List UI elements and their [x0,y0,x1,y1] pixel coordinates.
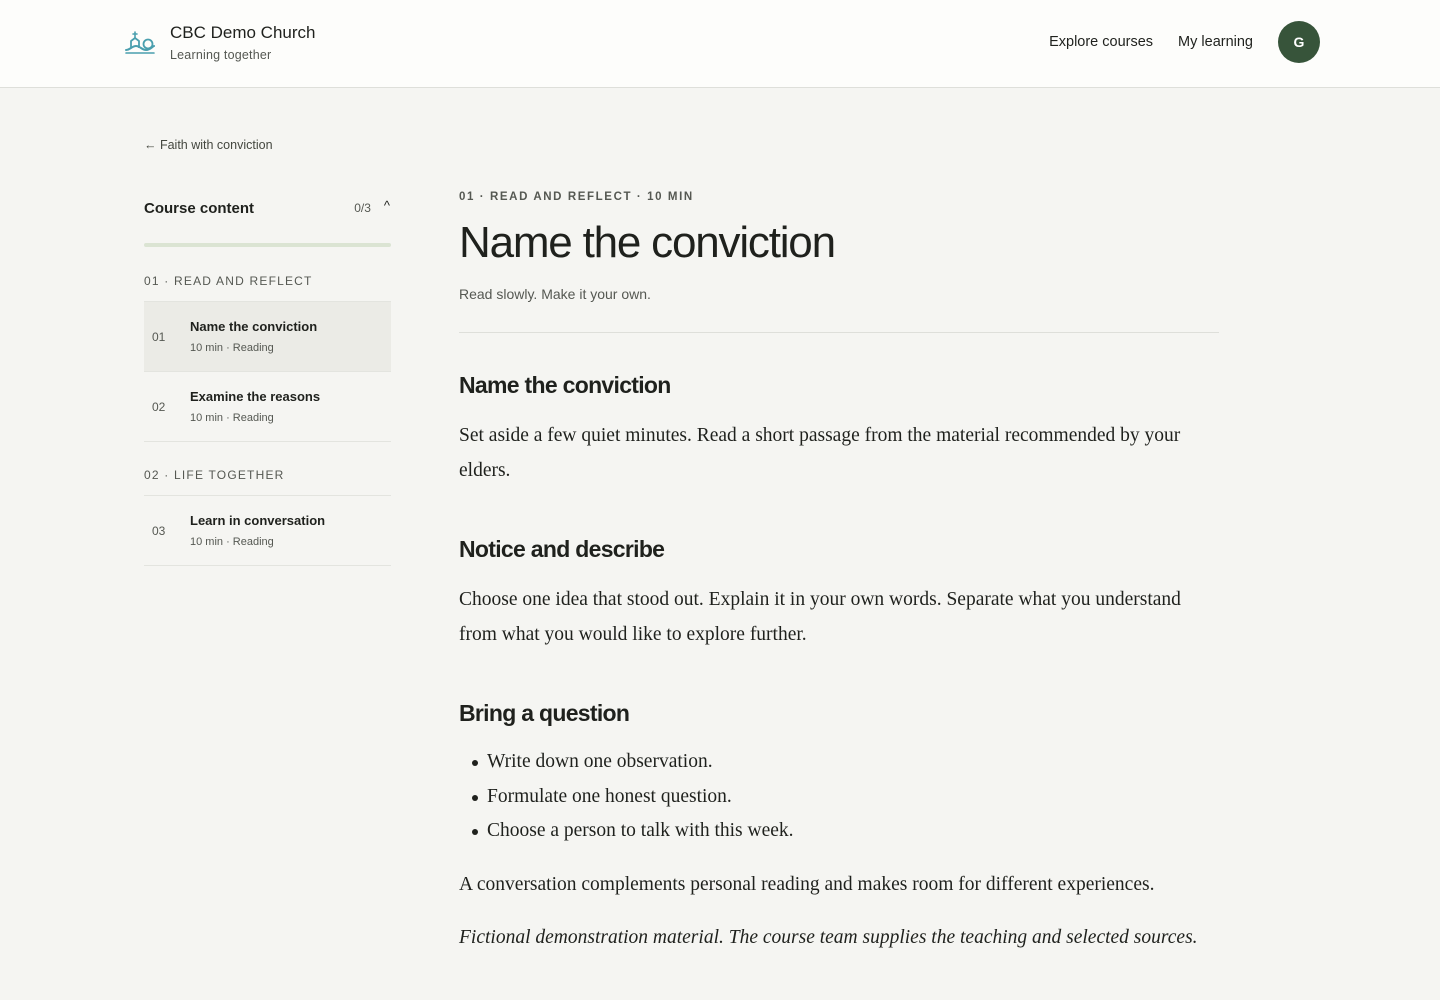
section-label: 01 · READ AND REFLECT [144,247,391,302]
progress-count: 0/3 [354,201,371,215]
avatar[interactable]: G [1278,21,1320,63]
course-content-title: Course content [144,199,255,217]
list-item: Write down one observation. [459,745,1219,780]
course-content-header[interactable] [144,193,391,223]
list-item: Choose a person to talk with this week. [459,814,1219,849]
top-nav [1049,21,1320,63]
lesson-subtitle: Read slowly. Make it your own. [459,286,651,302]
chevron-up-icon[interactable]: ^ [383,197,390,213]
lesson-meta: 10 min · Reading [190,412,274,424]
lesson-eyebrow: 01 · READ AND REFLECT · 10 MIN [459,191,694,203]
lesson-item-examine-the-reasons[interactable] [144,372,391,442]
page-title: Name the conviction [459,218,835,267]
lesson-title: Learn in conversation [190,513,326,528]
lesson-number: 02 [152,399,166,414]
section-label: 02 · LIFE TOGETHER [144,442,391,496]
top-header [0,0,1440,88]
course-sidebar [144,193,391,566]
lesson-item-learn-in-conversation[interactable] [144,496,391,566]
lesson-meta: 10 min · Reading [190,536,274,548]
brand-tagline: Learning together [170,48,272,62]
lesson-title: Name the conviction [190,319,318,334]
brand[interactable] [124,20,316,62]
lesson-number: 03 [152,523,166,538]
back-to-course-link[interactable]: ← Faith with conviction [144,138,273,152]
lesson-meta: 10 min · Reading [190,342,274,354]
lesson-content [459,191,1219,955]
bullet-list [459,745,1219,849]
divider [459,332,1219,333]
church-logo-icon [124,30,156,56]
section-heading: Bring a question [459,700,630,726]
list-item: Formulate one honest question. [459,780,1219,815]
lesson-item-name-the-conviction[interactable] [144,302,391,372]
section-heading: Name the conviction [459,372,671,398]
section-heading: Notice and describe [459,536,665,562]
nav-explore-courses[interactable]: Explore courses [1049,34,1154,50]
paragraph: Set aside a few quiet minutes. Read a short passage from the material recommended by your elders. [459,425,1181,481]
lesson-title: Examine the reasons [190,389,321,404]
paragraph: Choose one idea that stood out. Explain it in your own words. Separate what you understand from what you would like to explore further. [459,589,1181,645]
disclaimer-note: Fictional demonstration material. The course team supplies the teaching and selected sources. [459,926,1198,948]
closing-paragraph: A conversation complements personal reading and makes room for different experiences. [459,873,1155,895]
lesson-number: 01 [152,329,166,344]
brand-name: CBC Demo Church [170,23,316,42]
nav-my-learning[interactable]: My learning [1178,34,1253,50]
